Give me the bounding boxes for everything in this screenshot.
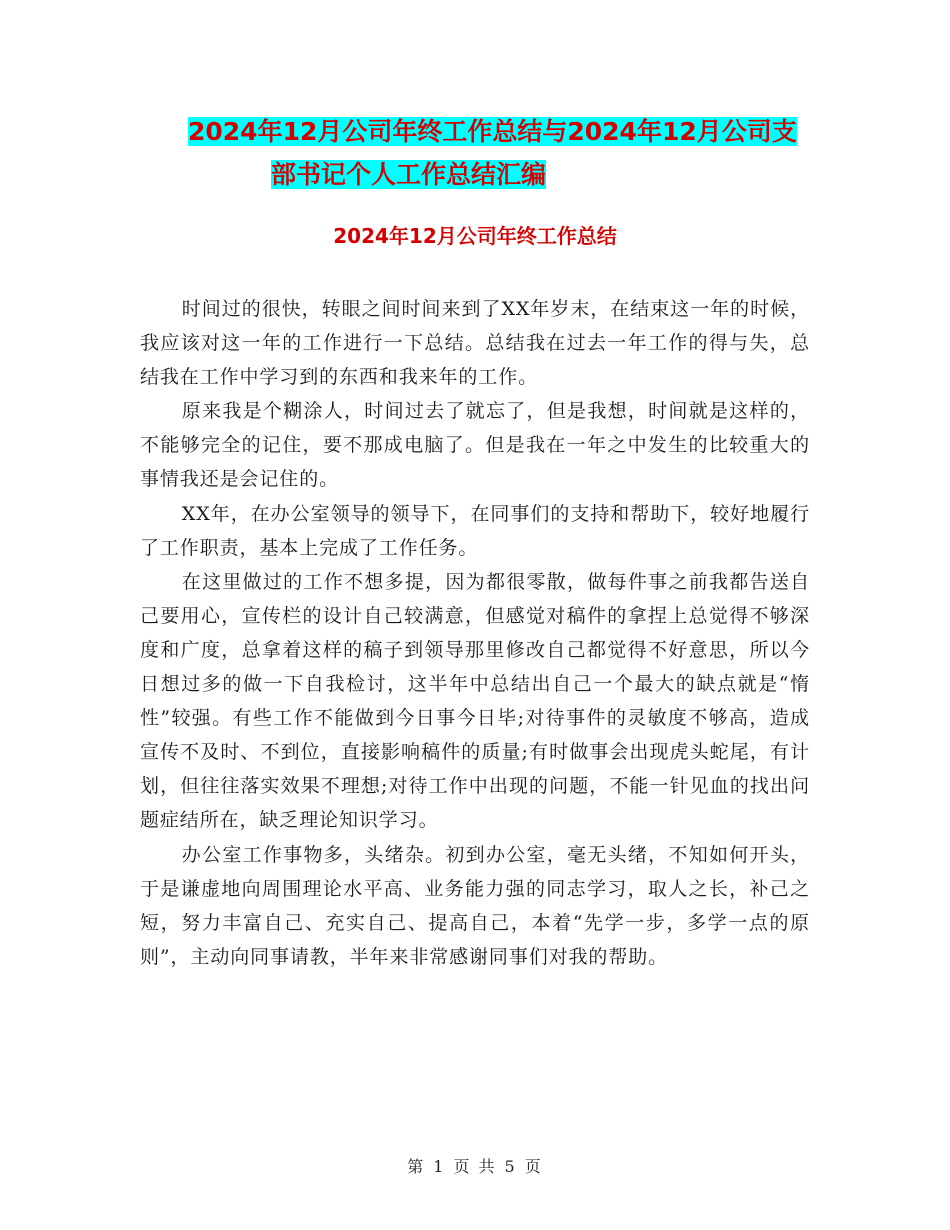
paragraph-5: 办公室工作事物多，头绪杂。初到办公室，毫无头绪，不知如何开头，于是谦虚地向周围理论水平高、业务能力强的同志学习，取人之长，补己之短，努力丰富自己、充实自己、提高自己，本着“先学一步，多学一点的原则”，主动向同事请教，半年来非常感谢同事们对我的帮助。 <box>140 843 810 968</box>
document-title-line-1 <box>140 110 820 153</box>
title-highlight: 部书记个人工作总结汇编 <box>271 160 547 189</box>
total-pages-number: 5 <box>504 1157 517 1176</box>
body-text <box>140 292 810 974</box>
current-page-number: 1 <box>433 1157 446 1176</box>
paragraph-3: XX年，在办公室领导的领导下，在同事们的支持和帮助下，较好地履行了工作职责，基本上完成了工作任务。 <box>140 502 810 559</box>
title-highlight: 2024年12月公司年终工作总结与2024年12月公司支 <box>188 117 797 146</box>
paragraph-2: 原来我是个糊涂人，时间过去了就忘了，但是我想，时间就是这样的，不能够完全的记住，要不那成电脑了。但是我在一年之中发生的比较重大的事情我还是会记住的。 <box>140 400 810 491</box>
paragraph-4: 在这里做过的工作不想多提，因为都很零散，做每件事之前我都告送自己要用心，宣传栏的设计自己较满意，但感觉对稿件的拿捏上总觉得不够深度和广度，总拿着这样的稿子到领导那里修改自己都觉得不好意思，所以今日想过多的做一下自我检讨，这半年中总结出自己一个最大的缺点就是“惰性”较强。有些工作不能做到今日事今日毕;对待事件的灵敏度不够高，造成宣传不及时、不到位，直接影响稿件的质量;有时做事会出现虎头蛇尾，有计划，但往往落实效果不理想;对待工作中出现的问题，不能一针见血的找出问题症结所在，缺乏理论知识学习。 <box>140 570 810 832</box>
page-footer <box>0 1154 950 1177</box>
section-title: 2024年12月公司年终工作总结 <box>333 224 617 248</box>
page-label-prefix: 第 <box>407 1157 426 1176</box>
document-title <box>140 110 820 196</box>
page-label-mid: 页 共 <box>453 1157 497 1176</box>
paragraph-1: 时间过的很快，转眼之间时间来到了XX年岁末，在结束这一年的时候，我应该对这一年的工作进行一下总结。总结我在过去一年工作的得与失，总结我在工作中学习到的东西和我来年的工作。 <box>140 298 810 389</box>
page-label-suffix: 页 <box>524 1157 543 1176</box>
document-title-line-2 <box>140 153 820 196</box>
